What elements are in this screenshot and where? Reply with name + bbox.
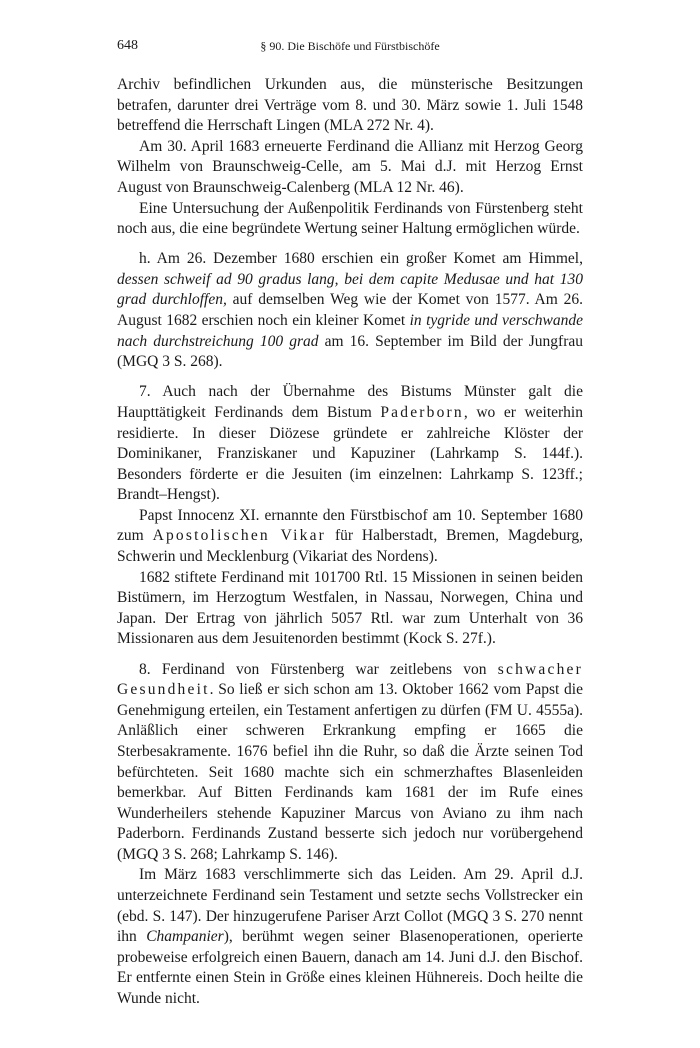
text-run: für Halberstadt, Bremen, Magdeburg, Schwerin und Mecklenburg (Vikariat des Nordens). (117, 527, 583, 566)
spaced-emphasis: Apostolischen Vikar (152, 527, 327, 545)
text-run: 1682 stiftete Ferdinand mit 101700 Rtl. 15 Missionen in seinen beiden Bistümern, im Herzogtum Westfalen, in Nassau, Norwegen, China und Japan. Der Ertrag von jährlich 5057 Rtl. war zum Unterhalt von 36 Missionaren aus dem Jesuitenorden bestimmt (Kock S. 27f.). (117, 568, 583, 648)
text-run: Eine Untersuchung der Außenpolitik Ferdinands von Fürstenberg steht noch aus, die eine begründete Wertung seiner Haltung ermöglichen würde. (117, 199, 583, 238)
text-run: Im März 1683 verschlimmerte sich das Leiden. Am 29. April d.J. unterzeichnete Ferdinand sein Testament und setzte sechs Vollstrecker ein (ebd. S. 147). Der hinzugerufene Pariser Arzt Collot (MGQ 3 S. 270 nennt ihn (117, 866, 583, 946)
paragraph (117, 382, 583, 506)
spaced-emphasis: Paderborn (380, 403, 464, 421)
paragraph (117, 660, 583, 866)
text-run: ), berühmt wegen seiner Blasenoperationen, operierte probeweise erfolgreich einen Bauern, danach am 14. Juni d.J. den Bischof. Er entfernte einen Stein in Größe eines kleinen Hühnereis. Doch heilte die Wunde nicht. (117, 928, 584, 1008)
text-run: Archiv befindlichen Urkunden aus, die münsterische Besitzungen betrafen, darunter drei Verträge vom 8. und 30. März sowie 1. Juli 1548 betreffend die Herrschaft Lingen (MLA 272 Nr. 4). (117, 76, 583, 135)
paragraph (117, 568, 583, 650)
paragraph (117, 865, 583, 1009)
running-title: § 90. Die Bischöfe und Fürstbischöfe (260, 39, 440, 53)
body-text (117, 75, 583, 1010)
page-number: 648 (117, 38, 138, 53)
text-run: Am 30. April 1683 erneuerte Ferdinand die Allianz mit Herzog Georg Wilhelm von Braunschweig-Celle, am 5. Mai d.J. mit Herzog Ernst August von Braunschweig-Calenberg (MLA 12 Nr. 46). (117, 137, 583, 196)
paragraph (117, 249, 583, 373)
paragraph (117, 137, 583, 199)
italic-text: Champanier (146, 928, 224, 946)
text-run: . So ließ er sich schon am 13. Oktober 1662 vom Papst die Genehmigung erteilen, ein Testament anfertigen zu dürfen (FM U. 4555a). Anläßlich einer schweren Erkrankung empfing er 1665 die Sterbesakramente. 1676 befiel ihn die Ruhr, so daß die Ärzte seinen Tod befürchteten. Seit 1680 machte sich ein schmerzhaftes Blasenleiden bemerkbar. Auf Bitten Ferdinands kam 1681 der im Rufe eines Wunderheilers stehende Kapuziner Marcus von Aviano zu ihm nach Paderborn. Ferdinands Zustand besserte sich jedoch nur vorübergehend (MGQ 3 S. 268; Lahrkamp S. 146). (117, 681, 583, 863)
paragraph (117, 75, 583, 137)
text-run: am 16. September im Bild der Jungfrau (MGQ 3 S. 268). (117, 332, 584, 371)
italic-text: in tygride und verschwande nach durchstreichung 100 grad (117, 312, 583, 350)
text-run: 7. Auch nach der Übernahme des Bistums Münster galt die Haupttätigkeit Ferdinands dem Bistum (117, 383, 583, 421)
text-run: Papst Innocenz XI. ernannte den Fürstbischof am 10. September 1680 zum (117, 506, 583, 545)
text-run: h. Am 26. Dezember 1680 erschien ein großer Komet am Himmel, (139, 250, 583, 268)
running-header (117, 38, 583, 58)
italic-text: dessen schweif ad 90 gradus lang, bei dem capite Medusae und hat 130 grad durchloffen, (117, 270, 583, 309)
text-run: auf demselben Weg wie der Komet von 1577. Am 26. August 1682 erschien noch ein kleiner Komet (117, 291, 583, 330)
paragraph (117, 199, 583, 240)
spaced-emphasis: schwacher Gesundheit (117, 660, 583, 699)
text-run: , wo er weiterhin residierte. In dieser Diözese gründete er zahlreiche Klöster der Dominikaner, Franziskaner und Kapuziner (Lahrkamp S. 144f.). Besonders förderte er die Jesuiten (im einzelnen: Lahrkamp S. 123ff.; Brandt–Hengst). (117, 403, 583, 504)
paragraph (117, 506, 583, 568)
text-run: 8. Ferdinand von Fürstenberg war zeitlebens von (139, 660, 498, 678)
